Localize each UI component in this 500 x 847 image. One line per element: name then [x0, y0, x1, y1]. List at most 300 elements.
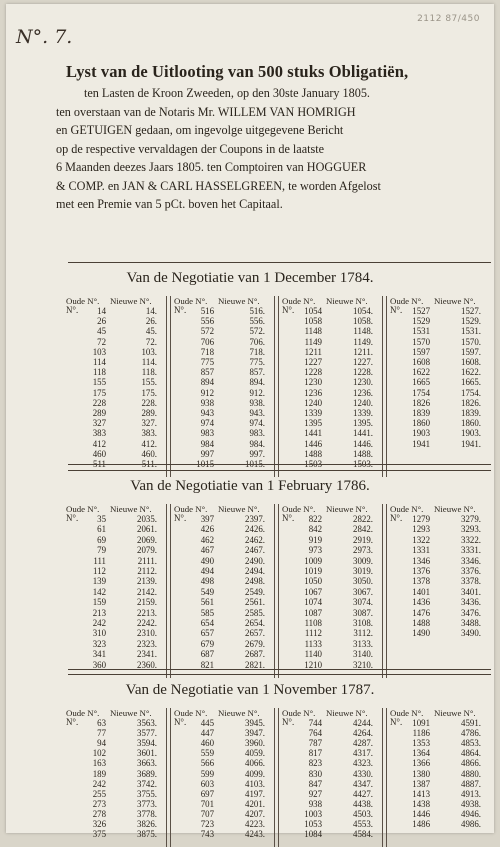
new-number: 3322.	[461, 534, 481, 545]
new-number: 2142.	[137, 586, 157, 597]
new-number: 984.	[249, 438, 265, 449]
old-number: 764	[308, 728, 322, 739]
new-number: 3331.	[461, 545, 481, 556]
old-number: 323	[92, 638, 106, 649]
new-number: 2585.	[245, 607, 265, 618]
new-number: 2310.	[137, 628, 157, 639]
old-number: 516	[200, 306, 214, 316]
new-number: 1148.	[353, 326, 373, 337]
column-divider	[274, 708, 279, 847]
old-number: 1019	[304, 566, 322, 576]
old-number: 599	[200, 768, 214, 779]
new-number-header: Nieuwe N°.	[110, 296, 152, 306]
row-prefix: N°.	[282, 717, 295, 727]
new-number: 2397.	[245, 514, 265, 524]
new-number: 3346.	[461, 555, 481, 566]
new-number: 2462.	[245, 534, 265, 545]
old-number: 894	[200, 377, 214, 388]
row-prefix: N°.	[174, 717, 187, 727]
document-heading	[6, 60, 494, 214]
new-number: 1665.	[461, 377, 481, 388]
old-number: 723	[200, 819, 214, 829]
column-divider	[382, 708, 387, 847]
new-number: 3210.	[353, 659, 373, 670]
new-number: 4880.	[461, 768, 481, 779]
new-number: 4243.	[245, 829, 265, 840]
new-number: 383.	[141, 428, 157, 439]
old-number: 1054	[304, 306, 322, 316]
old-number: 1091	[412, 718, 430, 728]
new-number: 3293.	[461, 524, 481, 535]
new-number: 1529.	[461, 316, 481, 327]
new-number: 2657.	[245, 628, 265, 639]
new-number: 175.	[141, 387, 157, 398]
new-number: 1054.	[353, 306, 373, 316]
old-number: 77	[97, 728, 106, 739]
heading-line: met een Premie van 5 pCt. boven het Capitaal.	[56, 197, 283, 211]
old-number: 1084	[304, 829, 322, 840]
old-number: 94	[97, 738, 106, 749]
new-number: 2079.	[137, 545, 157, 556]
new-number: 327.	[141, 418, 157, 429]
old-number: 163	[92, 758, 106, 769]
new-number: 1228.	[353, 367, 373, 378]
old-number: 585	[200, 607, 214, 618]
old-number: 1903	[412, 428, 430, 439]
old-number: 242	[92, 778, 106, 789]
heading-line: Lyst van de Uitlooting van 500 stuks Obligatiën,	[66, 62, 409, 81]
old-number: 1236	[304, 387, 322, 398]
handwritten-number: N°. 7.	[16, 26, 73, 48]
old-number: 1227	[304, 357, 322, 367]
old-number: 63	[97, 718, 106, 728]
new-number: 3663.	[137, 758, 157, 769]
new-number: 4059.	[245, 748, 265, 759]
column-divider	[166, 504, 171, 678]
old-number: 1053	[304, 819, 322, 829]
old-number: 1441	[304, 428, 322, 439]
new-number: 3601.	[137, 748, 157, 759]
new-number: 4913.	[461, 788, 481, 799]
new-number: 556.	[249, 316, 265, 327]
new-number: 1597.	[461, 346, 481, 357]
old-number: 775	[200, 357, 214, 367]
old-number: 1346	[412, 555, 430, 566]
new-number: 2111.	[137, 555, 157, 566]
new-number: 3826.	[137, 819, 157, 829]
new-number: 4264.	[353, 728, 373, 739]
new-number: 3875.	[137, 829, 157, 840]
old-number: 549	[200, 586, 214, 597]
old-number: 1413	[412, 788, 430, 799]
old-number: 679	[200, 638, 214, 649]
column-divider	[382, 504, 387, 678]
old-number: 118	[93, 367, 106, 378]
new-number: 775.	[249, 357, 265, 367]
old-number-header: Oude N°.	[174, 504, 208, 514]
old-number: 383	[92, 428, 106, 439]
new-number: 1608.	[461, 357, 481, 367]
new-number: 2061.	[137, 524, 157, 535]
old-number: 1339	[304, 408, 322, 418]
old-number: 155	[92, 377, 106, 388]
old-number: 1395	[304, 418, 322, 429]
old-number: 1331	[412, 545, 430, 556]
new-number: 572.	[249, 326, 265, 337]
number-column	[64, 708, 169, 847]
old-number: 447	[200, 728, 214, 739]
number-column	[280, 296, 385, 477]
new-number: 2159.	[137, 597, 157, 608]
new-number: 2139.	[137, 576, 157, 587]
new-number: 118.	[141, 367, 157, 378]
old-number: 1608	[412, 357, 430, 367]
old-number: 1486	[412, 819, 430, 829]
new-number: 3742.	[137, 778, 157, 789]
new-number: 3488.	[461, 618, 481, 628]
new-number: 1527.	[461, 306, 481, 316]
new-number: 3689.	[137, 768, 157, 779]
old-number: 559	[200, 748, 214, 759]
old-number: 1490	[412, 628, 430, 639]
number-column	[64, 504, 169, 678]
row-prefix: N°.	[282, 513, 295, 523]
old-number: 1003	[304, 808, 322, 819]
old-number: 1378	[412, 576, 430, 587]
old-number: 1366	[412, 758, 430, 769]
section-title: Van de Negotiatie van 1 February 1786.	[130, 478, 370, 494]
new-number: 2494.	[245, 566, 265, 576]
new-number: 1441.	[353, 428, 373, 439]
new-number: 2069.	[137, 534, 157, 545]
old-number-header: Oude N°.	[174, 708, 208, 718]
old-number: 1112	[304, 628, 322, 639]
new-number: 1339.	[353, 408, 373, 418]
row-prefix: N°.	[390, 305, 403, 315]
old-number: 397	[200, 514, 214, 524]
new-number: 3074.	[353, 597, 373, 608]
row-prefix: N°.	[390, 717, 403, 727]
old-number: 1015	[196, 459, 214, 469]
new-number: 2467.	[245, 545, 265, 556]
new-number-header: Nieuwe N°.	[218, 708, 260, 718]
new-number: 1941.	[461, 438, 481, 449]
row-prefix: N°.	[66, 513, 79, 523]
old-number: 1527	[412, 306, 430, 316]
number-column	[388, 708, 493, 847]
old-number: 111	[93, 555, 106, 566]
new-number: 1826.	[461, 397, 481, 408]
new-number: 4317.	[353, 748, 373, 759]
section-rule	[68, 674, 491, 675]
new-number: 2490.	[245, 555, 265, 566]
heading-line: 6 Maanden deezes Jaars 1805. ten Comptoiren van HOGGUER	[56, 160, 367, 174]
old-number: 445	[200, 718, 214, 728]
old-number: 79	[97, 545, 106, 556]
new-number: 1570.	[461, 336, 481, 347]
old-number: 1531	[412, 326, 430, 337]
row-prefix: N°.	[66, 717, 79, 727]
new-number: 2919.	[353, 534, 373, 545]
number-column	[280, 708, 385, 847]
old-number: 823	[308, 758, 322, 769]
old-number: 1140	[304, 649, 322, 660]
number-grid	[64, 708, 492, 847]
old-number: 1446	[412, 808, 430, 819]
old-number-header: Oude N°.	[282, 708, 316, 718]
new-number: 72.	[145, 336, 157, 347]
old-number: 1438	[412, 798, 430, 809]
old-number: 1074	[304, 597, 322, 608]
new-number: 2821.	[245, 659, 265, 670]
new-number: 3960.	[245, 738, 265, 749]
new-number: 2822.	[353, 514, 373, 524]
new-number: 2213.	[137, 607, 157, 618]
new-number: 3378.	[461, 576, 481, 587]
number-column	[172, 504, 277, 678]
old-number: 657	[200, 628, 214, 639]
number-column	[172, 708, 277, 847]
old-number: 511	[93, 459, 106, 469]
old-number: 490	[200, 555, 214, 566]
new-number: 706.	[249, 336, 265, 347]
old-number: 103	[92, 346, 106, 357]
new-number: 4591.	[461, 718, 481, 728]
new-number-header: Nieuwe N°.	[218, 296, 260, 306]
old-number: 289	[92, 408, 106, 418]
new-number: 4287.	[353, 738, 373, 749]
new-number: 1488.	[353, 448, 373, 459]
old-number: 1108	[304, 618, 322, 628]
old-number: 842	[308, 524, 322, 535]
new-number: 4986.	[461, 819, 481, 829]
old-number-header: Oude N°.	[282, 296, 316, 306]
new-number: 4553.	[353, 819, 373, 829]
column-divider	[166, 296, 171, 477]
old-number-header: Oude N°.	[390, 296, 424, 306]
old-number: 310	[92, 628, 106, 639]
old-number: 1087	[304, 607, 322, 618]
old-number: 743	[200, 829, 214, 840]
old-number: 822	[308, 514, 322, 524]
old-number: 572	[200, 326, 214, 337]
section-title: Van de Negotiatie van 1 December 1784.	[126, 270, 374, 286]
new-number: 3133.	[353, 638, 373, 649]
new-number: 4330.	[353, 768, 373, 779]
old-number: 1401	[412, 586, 430, 597]
new-number: 1395.	[353, 418, 373, 429]
old-number-header: Oude N°.	[66, 708, 100, 718]
old-number-header: Oude N°.	[66, 504, 100, 514]
old-number: 927	[308, 788, 322, 799]
number-grid	[64, 504, 492, 678]
section-rule	[68, 669, 491, 670]
old-number: 1210	[304, 659, 322, 670]
new-number: 1227.	[353, 357, 373, 367]
new-number: 1622.	[461, 367, 481, 378]
old-number: 273	[92, 798, 106, 809]
old-number: 1364	[412, 748, 430, 759]
new-number: 4099.	[245, 768, 265, 779]
new-number: 3577.	[137, 728, 157, 739]
number-column	[172, 296, 277, 477]
new-number: 2360.	[137, 659, 157, 670]
document-sheet	[6, 4, 494, 840]
heading-line: ten overstaan van de Notaris Mr. WILLEM VAN HOMRIGH	[56, 104, 356, 119]
old-number: 1529	[412, 316, 430, 327]
section-rule	[68, 262, 491, 263]
old-number: 1322	[412, 534, 430, 545]
old-number: 697	[200, 788, 214, 799]
old-number: 1839	[412, 408, 430, 418]
new-number: 2561.	[245, 597, 265, 608]
new-number: 3945.	[245, 718, 265, 728]
old-number: 341	[92, 649, 106, 660]
old-number: 69	[97, 534, 106, 545]
old-number: 817	[308, 748, 322, 759]
old-number: 984	[200, 438, 214, 449]
old-number: 1436	[412, 597, 430, 608]
new-number: 4853.	[461, 738, 481, 749]
old-number: 142	[92, 586, 106, 597]
new-number: 3279.	[461, 514, 481, 524]
old-number: 61	[97, 524, 106, 535]
new-number-header: Nieuwe N°.	[326, 296, 368, 306]
old-number: 1387	[412, 778, 430, 789]
old-number: 102	[92, 748, 106, 759]
new-number: 3401.	[461, 586, 481, 597]
new-number: 4864.	[461, 748, 481, 759]
column-divider	[166, 708, 171, 847]
new-number: 4223.	[245, 819, 265, 829]
old-number: 701	[200, 798, 214, 809]
new-number: 997.	[249, 448, 265, 459]
old-number: 706	[200, 336, 214, 347]
new-number: 289.	[141, 408, 157, 418]
new-number: 4938.	[461, 798, 481, 809]
new-number: 1015.	[245, 459, 265, 469]
new-number: 2842.	[353, 524, 373, 535]
new-number: 460.	[141, 448, 157, 459]
old-number: 412	[92, 438, 106, 449]
number-column	[388, 504, 493, 678]
old-number: 189	[92, 768, 106, 779]
new-number: 1240.	[353, 397, 373, 408]
number-column	[64, 296, 169, 477]
new-number: 1446.	[353, 438, 373, 449]
new-number: 3436.	[461, 597, 481, 608]
shelfmark: 2112 87/450	[417, 14, 480, 24]
new-number: 1839.	[461, 408, 481, 418]
new-number: 4866.	[461, 758, 481, 769]
column-divider	[382, 296, 387, 477]
old-number: 1570	[412, 336, 430, 347]
old-number: 375	[92, 829, 106, 840]
new-number: 4347.	[353, 778, 373, 789]
new-number: 3112.	[353, 628, 373, 639]
row-prefix: N°.	[390, 513, 403, 523]
new-number: 2498.	[245, 576, 265, 587]
old-number: 1186	[412, 728, 430, 739]
number-column	[280, 504, 385, 678]
heading-line: op de respective vervaldagen der Coupons in de laatste	[56, 141, 325, 156]
new-number-header: Nieuwe N°.	[434, 296, 476, 306]
old-number: 718	[200, 346, 214, 357]
new-number: 857.	[249, 367, 265, 378]
old-number: 255	[92, 788, 106, 799]
new-number: 3108.	[353, 618, 373, 628]
new-number: 2549.	[245, 586, 265, 597]
new-number: 114.	[141, 357, 157, 367]
new-number-header: Nieuwe N°.	[326, 504, 368, 514]
old-number: 35	[97, 514, 106, 524]
section-rule	[68, 470, 491, 471]
old-number-header: Oude N°.	[174, 296, 208, 306]
new-number: 511.	[141, 459, 157, 469]
old-number: 1503	[304, 459, 322, 469]
new-number: 3773.	[137, 798, 157, 809]
new-number: 2112.	[137, 566, 157, 576]
new-number: 2341.	[137, 649, 157, 660]
old-number: 1665	[412, 377, 430, 388]
old-number: 360	[92, 659, 106, 670]
old-number-header: Oude N°.	[282, 504, 316, 514]
old-number: 1240	[304, 397, 322, 408]
old-number: 1376	[412, 566, 430, 576]
old-number: 830	[308, 768, 322, 779]
old-number: 1293	[412, 524, 430, 535]
old-number: 1941	[412, 438, 430, 449]
new-number: 14.	[145, 306, 157, 316]
old-number: 787	[308, 738, 322, 749]
new-number: 1754.	[461, 387, 481, 398]
old-number: 1149	[304, 336, 322, 347]
section-rule	[68, 464, 491, 465]
old-number: 983	[200, 428, 214, 439]
old-number: 1754	[412, 387, 430, 398]
new-number: 3019.	[353, 566, 373, 576]
old-number: 1860	[412, 418, 430, 429]
new-number-header: Nieuwe N°.	[110, 504, 152, 514]
new-number: 943.	[249, 408, 265, 418]
new-number: 3050.	[353, 576, 373, 587]
old-number: 327	[92, 418, 106, 429]
old-number: 1228	[304, 367, 322, 378]
old-number: 460	[92, 448, 106, 459]
row-prefix: N°.	[282, 305, 295, 315]
old-number: 278	[92, 808, 106, 819]
new-number: 2973.	[353, 545, 373, 556]
new-number: 4244.	[353, 718, 373, 728]
new-number: 3376.	[461, 566, 481, 576]
new-number-header: Nieuwe N°.	[218, 504, 260, 514]
new-number: 155.	[141, 377, 157, 388]
old-number: 566	[200, 758, 214, 769]
new-number: 4946.	[461, 808, 481, 819]
new-number: 4427.	[353, 788, 373, 799]
new-number: 912.	[249, 387, 265, 398]
new-number: 1149.	[353, 336, 373, 347]
old-number: 857	[200, 367, 214, 378]
new-number: 4207.	[245, 808, 265, 819]
old-number: 1050	[304, 576, 322, 587]
new-number: 1236.	[353, 387, 373, 398]
old-number-header: Oude N°.	[390, 708, 424, 718]
new-number: 4323.	[353, 758, 373, 769]
old-number: 498	[200, 576, 214, 587]
new-number: 4197.	[245, 788, 265, 799]
column-divider	[274, 504, 279, 678]
